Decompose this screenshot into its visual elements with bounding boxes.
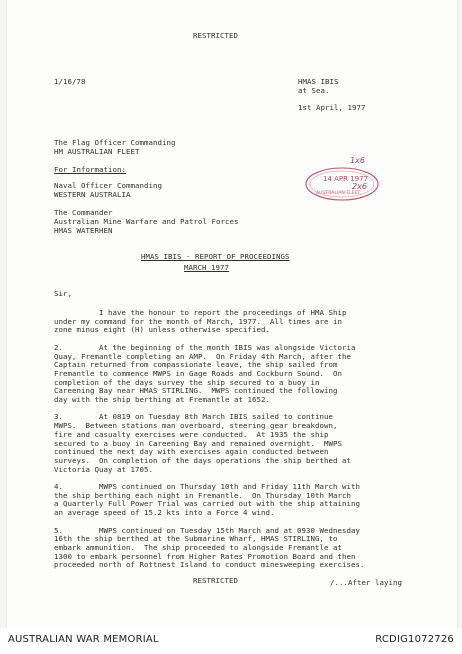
archive-footer xyxy=(0,628,462,654)
info-addressee-2-line-1: The Commander xyxy=(54,208,113,217)
stamp-mark-top: 1x6 xyxy=(350,156,365,165)
body-line: 5. MWPS continued on Tuesday 15th March and at 0930 Wednesday xyxy=(54,525,360,535)
sender-ship: HMAS IBIS xyxy=(298,77,339,86)
report-title: HMAS IBIS - REPORT OF PROCEEDINGS xyxy=(141,252,290,261)
body-line: day with the ship berthing at Fremantle at 1652. xyxy=(54,395,270,404)
body-line: 4. MWPS continued on Thursday 10th and Friday 11th March with xyxy=(54,482,360,491)
body-line: 3. At 0819 on Tuesday 8th March IBIS sailed to continue xyxy=(54,412,333,422)
reference-number: 1/16/78 xyxy=(54,77,86,86)
info-addressee-1-line-1: Naval Officer Commanding xyxy=(54,181,162,190)
body-line: Quay, Fremantle completing an AMP. On Friday 4th March, after the xyxy=(54,351,351,361)
for-information-label: For Information: xyxy=(54,165,126,174)
received-stamp xyxy=(288,156,380,204)
body-line: an average speed of 15.2 kts into a Force 4 wind. xyxy=(54,508,275,518)
info-addressee-2-line-3: HMAS WATERHEN xyxy=(54,226,113,235)
body-line: zone minus eight (H) unless otherwise specified. xyxy=(54,325,270,335)
stamp-mark-bottom: 2x6 xyxy=(352,182,367,191)
body-line: MWPS. Between stations man overboard, steering gear breakdown, xyxy=(54,421,338,431)
stamp-org: AUSTRALIAN FLEET xyxy=(316,191,361,196)
body-line: 16th the ship berthed at the Submarine Wharf, HMAS STIRLING, to xyxy=(54,534,338,544)
body-line: surveys. On completion of the days operations the ship berthed at xyxy=(54,455,351,465)
body-line: 1300 to embark personnel from Higher Rates Promotion Board and then xyxy=(54,551,356,561)
info-addressee-2-line-2: Australian Mine Warfare and Patrol Forces xyxy=(54,217,239,226)
body-line: under my command for the month of March, 1977. All times are in xyxy=(54,316,342,326)
body-line: Victoria Quay at 1705. xyxy=(54,464,153,474)
sender-location: at Sea. xyxy=(298,86,330,95)
body-line: proceeded north of Rottnest Island to conduct minesweeping exercises. xyxy=(54,560,365,570)
body-line: completion of the days survey the ship secured to a buoy in xyxy=(54,377,320,387)
recipient-line-2: HM AUSTRALIAN FLEET xyxy=(54,147,140,156)
recipient-line-1: The Flag Officer Commanding xyxy=(54,138,176,147)
continuation-note: /...After laying xyxy=(330,578,402,587)
letter-date: 1st April, 1977 xyxy=(298,103,366,112)
archive-id: RCDIG1072726 xyxy=(375,634,454,645)
archive-name: AUSTRALIAN WAR MEMORIAL xyxy=(8,634,159,645)
body-line: the ship berthing each night in Fremantle. On Thursday 10th March xyxy=(54,490,351,500)
stamp-date: 14 APR 1977 xyxy=(323,175,369,183)
body-line: Fremantle to commence MWPS in Gage Roads and Cockburn Sound. On xyxy=(54,368,342,378)
info-addressee-1-line-2: WESTERN AUSTRALIA xyxy=(54,190,131,199)
salutation: Sir, xyxy=(54,289,72,298)
body-line: continued the next day with exercises again conducted between xyxy=(54,447,329,457)
report-subtitle: MARCH 1977 xyxy=(184,263,229,272)
body-line: Careening Bay near HMAS STIRLING. MWPS continued the following xyxy=(54,386,338,396)
body-line: Captain returned from compassionate leave, the ship sailed from xyxy=(54,360,338,370)
classification-footer: RESTRICTED xyxy=(193,576,238,585)
body-line: I have the honour to report the proceedings of HMA Ship xyxy=(54,308,347,317)
body-line: secured to a buoy in Careening Bay and remained overnight. MWPS xyxy=(54,438,342,448)
classification-header: RESTRICTED xyxy=(193,31,238,40)
body-line: 2. At the beginning of the month IBIS was alongside Victoria xyxy=(54,342,356,352)
body-line: embark ammunition. The ship proceeded to alongside Fremantle at xyxy=(54,542,342,552)
body-line: fire and casualty exercises were conducted. At 1935 the ship xyxy=(54,429,329,439)
body-line: a Quarterly Full Power Trial was carried out with the ship attaining xyxy=(54,499,360,509)
